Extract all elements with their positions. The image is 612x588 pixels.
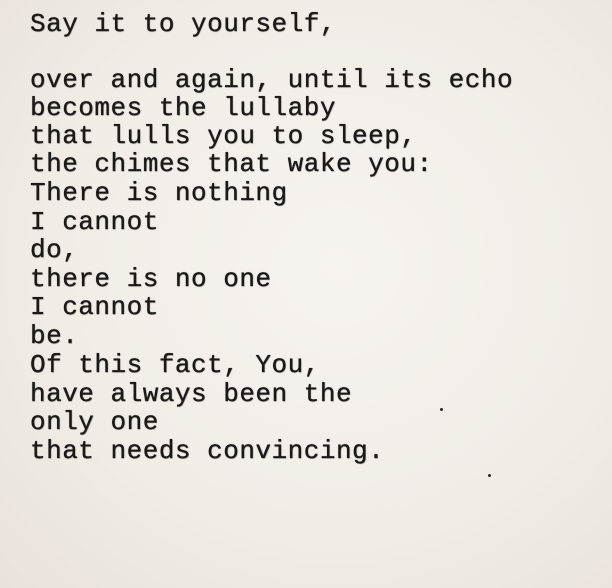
poem-line: have always been the	[30, 379, 353, 409]
poem-line: There is nothing	[30, 178, 288, 208]
poem-line: I cannot	[30, 292, 159, 322]
ink-speck	[440, 408, 443, 411]
poem-line: the chimes that wake you:	[30, 149, 433, 179]
poem-line: that lulls you to sleep,	[30, 121, 417, 151]
poem-line: becomes the lullaby	[30, 93, 336, 123]
poem-line: do,	[30, 235, 79, 265]
poem-line: over and again, until its echo	[30, 65, 514, 95]
ink-speck	[488, 474, 491, 477]
poem-line: Of this fact, You,	[30, 350, 320, 380]
poem-line: I cannot	[30, 207, 159, 237]
poem-line: that needs convincing.	[30, 436, 385, 466]
poem-line: Say it to yourself,	[30, 9, 336, 39]
poem-line: there is no one	[30, 264, 272, 294]
poem-line: only one	[30, 407, 159, 437]
poem-line: be.	[30, 321, 79, 351]
